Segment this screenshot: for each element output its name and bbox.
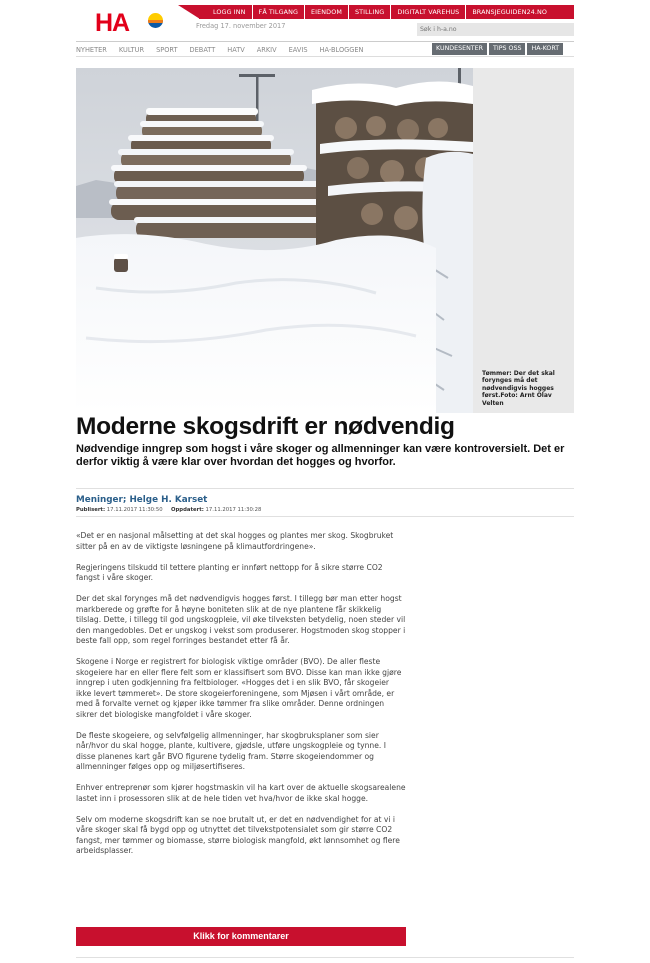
topnav-get-access[interactable]: FÅ TILGANG [252,5,304,19]
nav-divider-bottom [76,56,574,57]
nav-kundesenter[interactable]: KUNDESENTER [432,43,487,55]
divider [76,488,574,489]
article-body [76,531,406,867]
topnav-bransjeguiden[interactable]: BRANSJEGUIDEN24.NO [465,5,553,19]
paragraph: Selv om moderne skogsdrift kan se noe brutalt ut, er det en nødvendighet for at vi i våre skoger skal få bygd opp og utnyttet det tilvekstpotensialet som gir større CO2 fangst, mer tømmer og biomasse, større biologisk mangfold, økt lønnsomhet og flere arbeidsplasser. [76,814,400,855]
search-input[interactable] [417,23,574,36]
topbar-slant [178,5,200,19]
main-navigation [76,44,375,56]
nav-ha-kort[interactable]: HA-KORT [527,43,563,55]
nav-kultur[interactable]: KULTUR [118,46,145,54]
nav-arkiv[interactable]: ARKIV [256,46,277,54]
article-author[interactable]: Meninger; Helge H. Karset [76,495,208,505]
nav-tips-oss[interactable]: TIPS OSS [489,43,525,55]
nav-eavis[interactable]: EAVIS [288,46,308,54]
article-meta [76,507,261,513]
updated-label: Oppdatert: [171,507,204,513]
topnav-stilling[interactable]: STILLING [348,5,390,19]
top-navigation [199,5,574,19]
topnav-digitalt-varehus[interactable]: DIGITALT VAREHUS [390,5,465,19]
topnav-eiendom[interactable]: EIENDOM [304,5,348,19]
nav-nyheter[interactable]: NYHETER [76,46,107,54]
ha-logo[interactable] [95,10,167,36]
paragraph: Der det skal forynges må det nødvendigvis hogges først. I tillegg bør man etter hogst markberede og grøfte for å høyne boniteten slik at de nye plantene får skikkelig tilslag. Dette, i tillegg til god ungskogpleie, vil øke tilveksten betydelig, noen steder vil den mangedobles. Det er ungskog i vekst som produserer. Hogstmoden skog stopper i beste fall opp, som regel forringes bestandet etter få år. [76,594,406,645]
logo-ball-icon [148,13,163,28]
secondary-navigation [432,43,563,55]
paragraph: Regjeringens tilskudd til tettere planting er innført nettopp for å sikre større CO2 fangst i våre skoger. [76,562,383,582]
article-title: Moderne skogsdrift er nødvendig [76,413,455,440]
nav-divider-top [76,41,574,42]
timber-stacks-illustration [76,68,473,413]
current-date: Fredag 17. november 2017 [196,22,286,30]
logo-text: HA [95,9,130,37]
paragraph: «Det er en nasjonal målsetting at det skal hogges og plantes mer skog. Skogbruket sitter på en av de viktigste løsningene på klimautfordringene». [76,531,394,551]
topnav-login[interactable]: LOGG INN [213,8,246,16]
image-caption: Tømmer: Der det skal forynges må det nødvendigvis hogges først.Foto: Arnt Olav Velten [482,370,555,407]
divider [76,516,574,517]
nav-debatt[interactable]: DEBATT [189,46,216,54]
published-timestamp: 17.11.2017 11:30:50 [106,507,163,513]
updated-timestamp: 17.11.2017 11:30:28 [205,507,262,513]
paragraph: De fleste skogeiere, og selvfølgelig allmenninger, har skogbruksplaner som sier når/hvor du skal hogge, plante, kultivere, gjødsle, utføre ungskogpleie og tynne. I disse planenes kart går BVO figurene tydelig fram. Større skogeiendommer og allmenninger følges opp og miljøsertifiseres. [76,730,386,771]
divider [76,957,574,958]
published-label: Publisert: [76,507,106,513]
article-lead: Nødvendige inngrep som hogst i våre skoger og allmenninger kan være kontroversielt. Det er derfor viktig å være klar over hvordan det hogges og hvorfor. [76,443,565,468]
paragraph: Enhver entreprenør som kjører hogstmaskin vil ha kart over de aktuelle skogsarealene lastet inn i prosessoren slik at de hele tiden vet hva/hvor de ikke skal hogge. [76,783,406,803]
nav-ha-bloggen[interactable]: HA-BLOGGEN [319,46,364,54]
nav-sport[interactable]: SPORT [156,46,178,54]
comments-button[interactable]: Klikk for kommentarer [76,927,406,946]
hero-image [76,68,473,413]
caption-sidebar [473,68,574,413]
paragraph: Skogene i Norge er registrert for biologisk viktige områder (BVO). De aller fleste skogeiere har en eller flere felt som er klassifisert som BVO. Disse kan man ikke gjøre inngrep i uten godkjenning fra feltbiologer. «Hogges det i en slik BVO, får skogeier ikke levert tømmeret». De store skogeierforeningene, som Mjøsen i vårt område, er med å forvalte vernet og kjøper ikke tømmer fra slike områder. Denne ordningen sikrer det biologiske mangfoldet i våre skoger. [76,657,402,719]
nav-hatv[interactable]: HATV [227,46,245,54]
